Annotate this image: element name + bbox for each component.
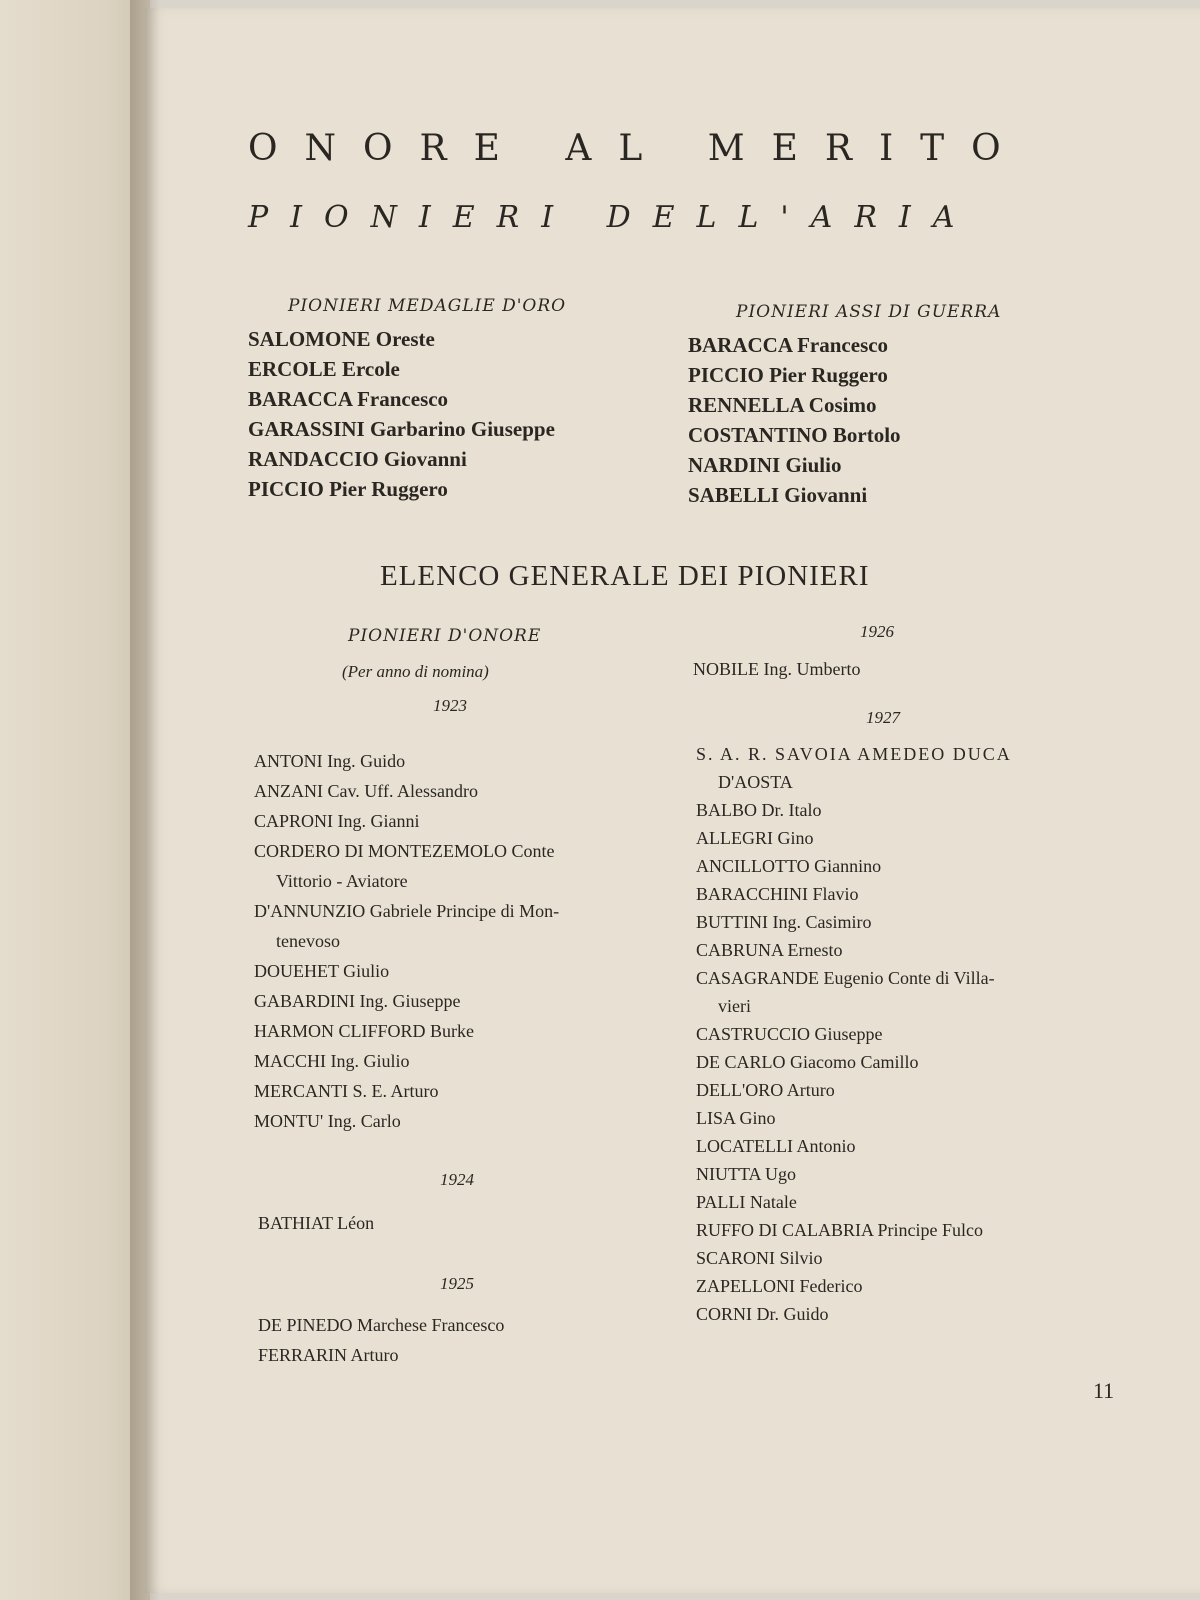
- list-item-continuation: Vittorio - Aviatore: [276, 871, 408, 891]
- list-1927: [696, 740, 1012, 1328]
- year-1924: 1924: [440, 1170, 474, 1189]
- list-item: CABRUNA Ernesto: [696, 940, 843, 960]
- list-item: CASAGRANDE Eugenio Conte di Villa-: [696, 968, 995, 988]
- list-item: BALBO Dr. Italo: [696, 800, 822, 820]
- list-item: ERCOLE Ercole: [248, 357, 400, 381]
- list-item: CASTRUCCIO Giuseppe: [696, 1024, 883, 1044]
- list-item: ALLEGRI Gino: [696, 828, 814, 848]
- list-item: CORNI Dr. Guido: [696, 1304, 829, 1324]
- list-1926: [693, 654, 860, 684]
- list-1925: [258, 1310, 504, 1370]
- list-item: NOBILE Ing. Umberto: [693, 659, 861, 679]
- medaglie-oro-heading: PIONIERI MEDAGLIE D'ORO: [288, 296, 567, 316]
- list-item: NIUTTA Ugo: [696, 1164, 797, 1184]
- list-item: MACCHI Ing. Giulio: [254, 1051, 410, 1071]
- list-item: BARACCA Francesco: [248, 387, 449, 411]
- list-item: ANZANI Cav. Uff. Alessandro: [254, 781, 478, 801]
- left-page-edge: [0, 0, 150, 1600]
- page-title: ONORE AL MERITO: [248, 128, 1028, 169]
- list-item: PICCIO Pier Ruggero: [688, 363, 888, 387]
- list-item: CAPRONI Ing. Gianni: [254, 811, 420, 831]
- list-item: BARACCA Francesco: [688, 333, 889, 357]
- list-item: CORDERO DI MONTEZEMOLO Conte: [254, 841, 555, 861]
- year-1926: 1926: [860, 622, 894, 641]
- list-1923: [254, 746, 559, 1136]
- list-item: PICCIO Pier Ruggero: [248, 477, 448, 501]
- list-item: HARMON CLIFFORD Burke: [254, 1021, 475, 1041]
- page-subtitle: PIONIERI DELL'ARIA: [248, 200, 977, 235]
- list-item: ANTONI Ing. Guido: [254, 751, 406, 771]
- list-item: LISA Gino: [696, 1108, 776, 1128]
- per-anno-note: (Per anno di nomina): [342, 662, 489, 681]
- list-item: D'ANNUNZIO Gabriele Principe di Mon-: [254, 901, 560, 921]
- page-number: 11: [1093, 1378, 1115, 1403]
- list-item: FERRARIN Arturo: [258, 1345, 399, 1365]
- list-item: MONTU' Ing. Carlo: [254, 1111, 401, 1131]
- medaglie-oro-list: [248, 324, 555, 504]
- list-1924: [258, 1208, 374, 1238]
- year-1927: 1927: [866, 708, 900, 727]
- list-item: DELL'ORO Arturo: [696, 1080, 835, 1100]
- list-item: GABARDINI Ing. Giuseppe: [254, 991, 461, 1011]
- year-1923: 1923: [433, 696, 467, 715]
- book-gutter: [130, 0, 160, 1600]
- list-item: BATHIAT Léon: [258, 1213, 375, 1233]
- list-item: PALLI Natale: [696, 1192, 797, 1212]
- list-item: SCARONI Silvio: [696, 1248, 823, 1268]
- list-item: RANDACCIO Giovanni: [248, 447, 467, 471]
- assi-guerra-list: [688, 330, 901, 510]
- list-item: NARDINI Giulio: [688, 453, 842, 477]
- list-item-continuation: D'AOSTA: [718, 772, 793, 792]
- elenco-generale-heading: ELENCO GENERALE DEI PIONIERI: [380, 560, 870, 592]
- list-item: DE CARLO Giacomo Camillo: [696, 1052, 919, 1072]
- list-item-continuation: tenevoso: [276, 931, 340, 951]
- list-item: RUFFO DI CALABRIA Principe Fulco: [696, 1220, 984, 1240]
- list-item: ZAPELLONI Federico: [696, 1276, 863, 1296]
- list-item: LOCATELLI Antonio: [696, 1136, 856, 1156]
- list-item: MERCANTI S. E. Arturo: [254, 1081, 439, 1101]
- pionieri-onore-heading: PIONIERI D'ONORE: [348, 626, 542, 646]
- list-item: RENNELLA Cosimo: [688, 393, 877, 417]
- list-item: S. A. R. SAVOIA AMEDEO DUCA: [696, 744, 1012, 764]
- list-item: ANCILLOTTO Giannino: [696, 856, 882, 876]
- list-item-continuation: vieri: [718, 996, 751, 1016]
- list-item: DOUEHET Giulio: [254, 961, 390, 981]
- list-item: SABELLI Giovanni: [688, 483, 868, 507]
- list-item: GARASSINI Garbarino Giuseppe: [248, 417, 555, 441]
- list-item: BARACCHINI Flavio: [696, 884, 859, 904]
- year-1925: 1925: [440, 1274, 474, 1293]
- list-item: COSTANTINO Bortolo: [688, 423, 901, 447]
- list-item: SALOMONE Oreste: [248, 327, 435, 351]
- assi-guerra-heading: PIONIERI ASSI DI GUERRA: [736, 302, 1002, 322]
- list-item: BUTTINI Ing. Casimiro: [696, 912, 872, 932]
- list-item: DE PINEDO Marchese Francesco: [258, 1315, 505, 1335]
